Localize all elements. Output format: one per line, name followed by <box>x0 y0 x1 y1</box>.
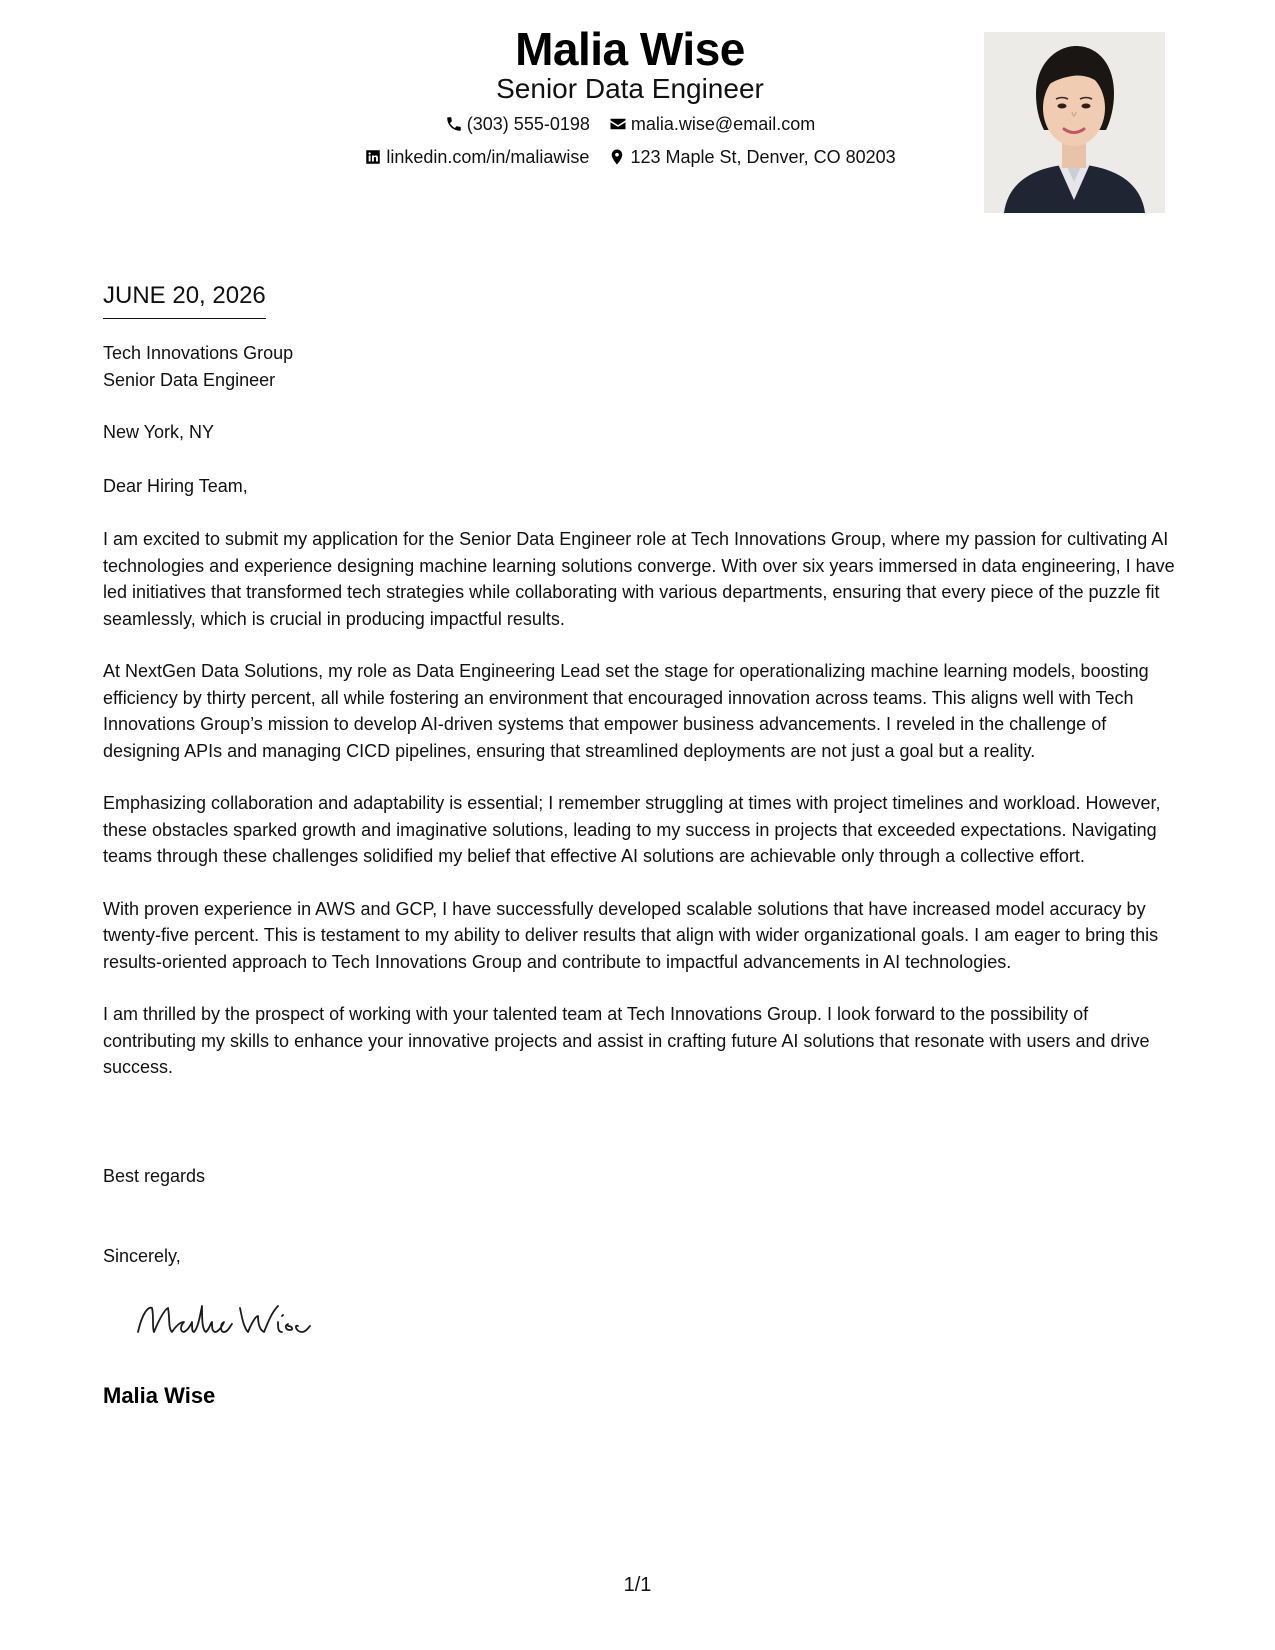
recipient-company: Tech Innovations Group <box>103 343 294 363</box>
letter-header <box>0 0 1275 230</box>
signature-image <box>132 1292 332 1348</box>
linkedin-icon <box>364 148 382 166</box>
signer-name: Malia Wise <box>103 1383 216 1408</box>
contact-address <box>608 145 895 169</box>
recipient-location: New York, NY <box>103 422 215 442</box>
phone-icon <box>445 115 463 133</box>
body-paragraph-2: At NextGen Data Solutions, my role as Data Engineering Lead set the stage for operationalizing machine learning models, boosting efficiency by thirty percent, all while fostering an environment that encouraged innovation across teams. This aligns well with Tech Innovations Group’s mission to develop AI-driven systems that empower business advancements. I reveled in the challenge of designing APIs and managing CICD pipelines, ensuring that streamlined deployments are not just a goal but a reality. <box>103 661 1149 761</box>
contact-phone[interactable] <box>445 112 590 136</box>
body-paragraph-5: I am thrilled by the prospect of working with your talented team at Tech Innovations Group. I look forward to the possibility of contributing my skills to enhance your innovative projects and assist in crafting future AI solutions that resonate with users and drive success. <box>103 1004 1150 1077</box>
recipient-block <box>103 340 1178 393</box>
contact-email[interactable] <box>609 112 815 136</box>
body-paragraph-1: I am excited to submit my application for the Senior Data Engineer role at Tech Innovations Group, where my passion for cultivating AI technologies and experience designing machine learning solutions converge. With over six years immersed in data engineering, I have led initiatives that transformed tech strategies while collaborating with various departments, ensuring that every piece of the puzzle fit seamlessly, which is crucial in producing impactful results. <box>103 529 1175 629</box>
map-pin-icon <box>608 148 626 166</box>
contact-linkedin-text: linkedin.com/in/maliawise <box>386 147 590 167</box>
applicant-name: Malia Wise <box>515 23 745 75</box>
applicant-title: Senior Data Engineer <box>496 73 764 104</box>
letter-date: JUNE 20, 2026 <box>103 280 266 319</box>
contact-address-text: 123 Maple St, Denver, CO 80203 <box>630 147 896 167</box>
letter-body <box>103 526 1178 1107</box>
body-paragraph-4: With proven experience in AWS and GCP, I have successfully developed scalable solutions that have increased model accuracy by twenty-five percent. This is testament to my ability to deliver results that align with wider organizational goals. I am eager to bring this results-oriented approach to Tech Innovations Group and contribute to impactful advancements in AI technologies. <box>103 898 1159 972</box>
contact-email-text: malia.wise@email.com <box>630 114 816 134</box>
body-paragraph-3: Emphasizing collaboration and adaptability is essential; I remember struggling at times with project timelines and workload. However, these obstacles sparked growth and imaginative solutions, leading to my success in projects that exceeded expectations. Navigating teams through these challenges solidified my belief that effective AI solutions are achievable only through a collective effort. <box>103 793 1161 866</box>
contact-phone-text: (303) 555-0198 <box>466 114 590 134</box>
profile-photo <box>984 32 1165 213</box>
portrait-illustration <box>984 32 1165 213</box>
page-number: 1/1 <box>623 1574 652 1596</box>
closing-phrase: Best regards <box>103 1166 206 1186</box>
recipient-role: Senior Data Engineer <box>103 369 276 390</box>
handwritten-signature <box>132 1292 332 1348</box>
envelope-icon <box>609 115 627 133</box>
contact-linkedin[interactable] <box>364 145 589 169</box>
greeting: Dear Hiring Team, <box>103 476 248 496</box>
sign-off: Sincerely, <box>103 1246 181 1266</box>
